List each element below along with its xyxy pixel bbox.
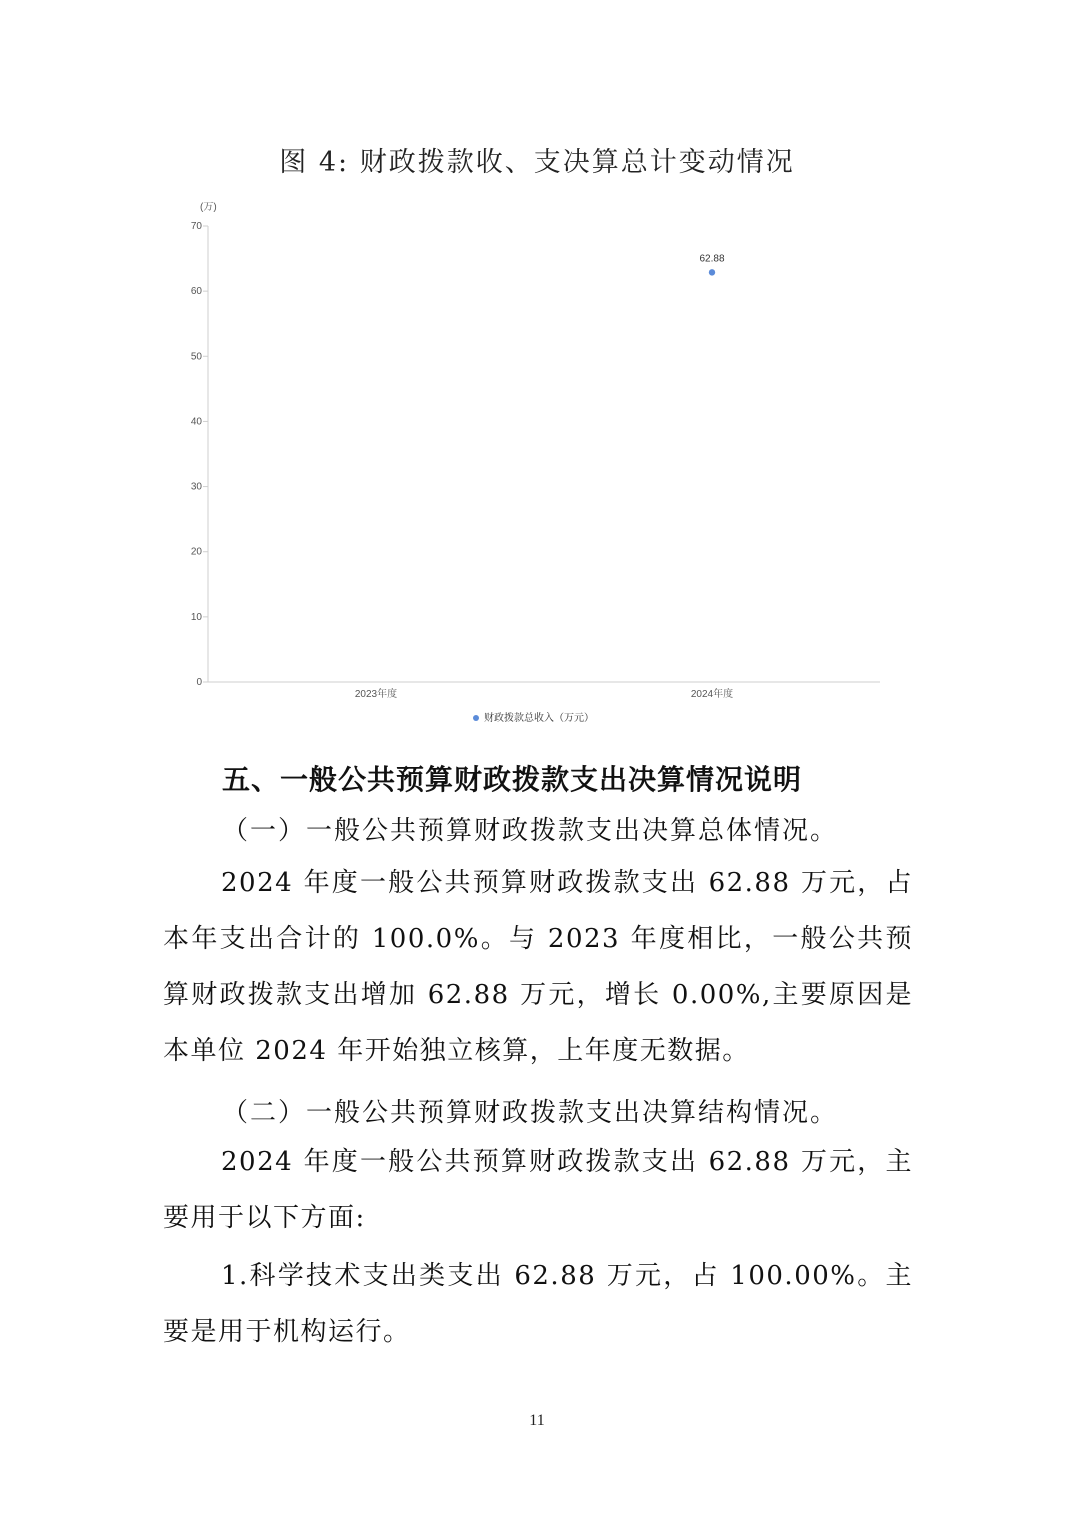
data-label: 62.88 [699,253,725,265]
legend-label: 财政拨款总收入（万元） [484,713,594,724]
y-tick-label: 60 [190,286,202,298]
subheading-overall: （一）一般公共预算财政拨款支出决算总体情况。 [222,816,839,846]
y-tick-label: 70 [190,221,202,232]
figure-title: 图 4: 财政拨款收、支决算总计变动情况 [279,147,795,178]
subheading-structure: （二）一般公共预算财政拨款支出决算结构情况。 [222,1098,839,1128]
paragraph-science-tech: 1.科学技术支出类支出 62.88 万元，占 100.00%。主要是用于机构运行。 [163,1261,913,1347]
paragraph-overall: 2024 年度一般公共预算财政拨款支出 62.88 万元，占本年支出合计的 100.0%。与 2023 年度相比，一般公共预算财政拨款支出增加 62.88 万元，增长 0.00%,主要原因是本单位 2024 年开始独立核算，上年度无数据。 [163,868,913,1066]
x-category-label: 2024年度 [690,689,734,700]
y-unit-label: (万) [200,202,217,213]
y-tick-label: 50 [190,351,202,363]
y-tick-label: 30 [190,481,202,493]
y-tick-label: 20 [190,546,202,558]
line-chart [0,190,1074,735]
y-tick-label: 40 [190,416,202,428]
legend-marker [473,715,479,721]
y-tick-label: 0 [196,677,202,688]
paragraph-structure: 2024 年度一般公共预算财政拨款支出 62.88 万元，主要用于以下方面: [163,1147,913,1233]
section-heading: 五、一般公共预算财政拨款支出决算情况说明 [222,763,803,796]
data-point[interactable] [709,269,715,275]
x-category-label: 2023年度 [354,689,398,700]
y-tick-label: 10 [190,611,202,623]
page-number: 11 [529,1412,545,1429]
